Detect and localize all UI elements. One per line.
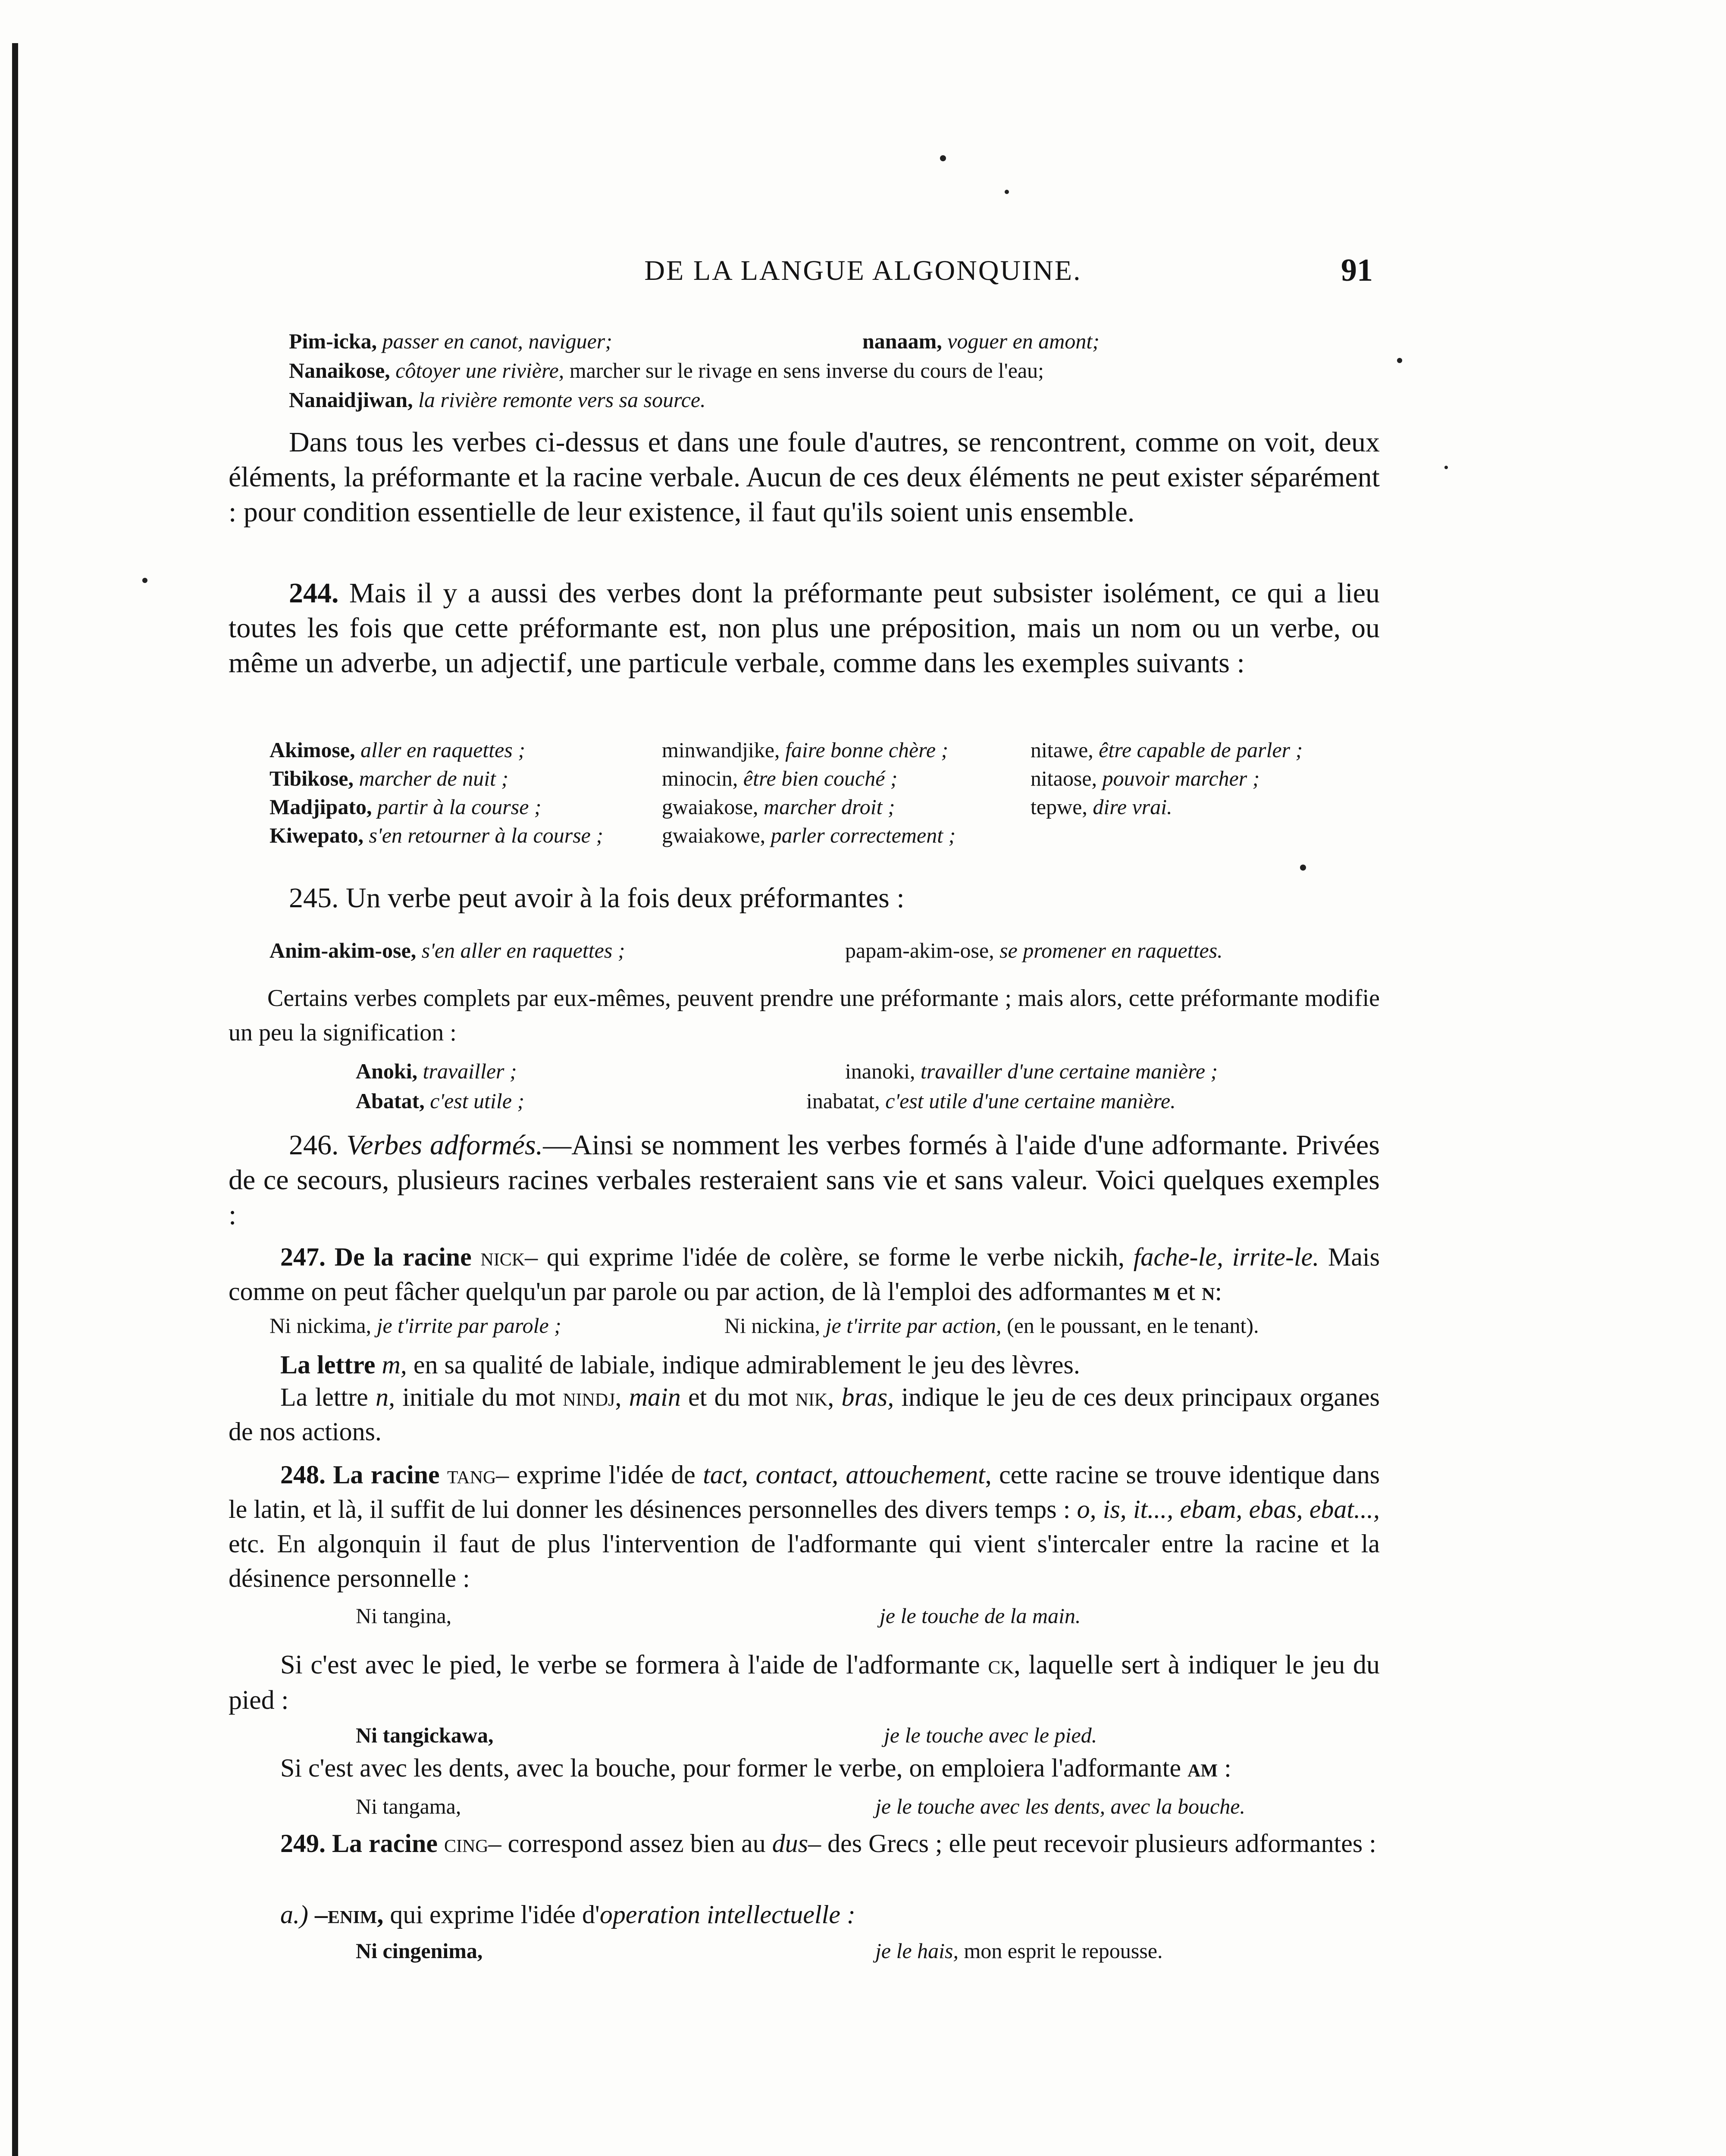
example-entry: inabatat, c'est utile d'une certaine manière. [806, 1089, 1176, 1113]
print-speck [142, 578, 147, 583]
section-249-a: a.) –enim, qui exprime l'idée d'operation intellectuelle : [280, 1900, 855, 1929]
page-number: 91 [1341, 253, 1373, 288]
example-entry: papam-akim-ose, se promener en raquettes. [845, 938, 1223, 962]
section-245: 245. Un verbe peut avoir à la fois deux préformantes : [289, 882, 905, 914]
example-entry: je le touche avec les dents, avec la bouche. [875, 1794, 1245, 1818]
print-speck [940, 155, 946, 161]
example-entry: Abatat, c'est utile ; [356, 1089, 525, 1113]
section-246: 246. Verbes adformés.—Ainsi se nomment les verbes formés à l'aide d'une adformante. Privées de ce secours, plusieurs racines verbales resteraient sans vie et sans valeur. Voici quelques exemples : [229, 1129, 1380, 1231]
example-entry: Ni nickina, je t'irrite par action, (en le poussant, en le tenant). [724, 1313, 1259, 1338]
paragraph-lettre-m: La lettre m, en sa qualité de labiale, indique admirablement le jeu des lèvres. [280, 1351, 1080, 1379]
example-entry: Ni tangickawa, [356, 1723, 494, 1747]
running-header: DE LA LANGUE ALGONQUINE. [644, 255, 1082, 286]
example-entry: gwaiakowe, parler correctement ; [662, 823, 956, 847]
example-entry: Nanaidjiwan, la rivière remonte vers sa source. [289, 388, 706, 412]
example-entry: Anim-akim-ose, s'en aller en raquettes ; [269, 938, 625, 962]
example-entry: nitaose, pouvoir marcher ; [1031, 766, 1260, 790]
section-244: 244. Mais il y a aussi des verbes dont la préformante peut subsister isolément, ce qui a lieu toutes les fois que cette préformante est, non plus une préposition, mais un nom ou un verbe, ou même un adverbe, un adjectif, une particule verbale, comme dans les exemples suivants : [229, 577, 1380, 679]
example-entry: Anoki, travailler ; [356, 1059, 517, 1083]
example-entry: Madjipato, partir à la course ; [269, 795, 542, 819]
example-entry: nanaam, voguer en amont; [862, 329, 1100, 353]
example-entry: Ni tangina, [356, 1604, 452, 1628]
paragraph-dents: Si c'est avec les dents, avec la bouche, pour former le verbe, on emploiera l'adformante am : [280, 1754, 1231, 1782]
print-speck [1005, 190, 1009, 194]
print-speck [1300, 865, 1306, 871]
example-entry: je le touche de la main. [880, 1604, 1081, 1628]
paragraph-certains: Certains verbes complets par eux-mêmes, peuvent prendre une préformante ; mais alors, cette préformante modifie un peu la signification : [229, 985, 1380, 1046]
example-entry: Tibikose, marcher de nuit ; [269, 766, 509, 790]
example-entry: Pim-icka, passer en canot, naviguer; [289, 329, 612, 353]
example-entry: inanoki, travailler d'une certaine manière ; [845, 1059, 1218, 1083]
example-entry: je le touche avec le pied. [884, 1723, 1097, 1747]
example-entry: nitawe, être capable de parler ; [1031, 738, 1303, 762]
section-248: 248. La racine tang– exprime l'idée de tact, contact, attouchement, cette racine se trouve identique dans le latin, et là, il suffit de lui donner les désinences personnelles des divers temps : o, is, it..., ebam, ebas, ebat..., etc. En algonquin il faut de plus l'intervention de l'adformante qui vient s'intercaler entre la racine et la désinence personnelle : [229, 1460, 1380, 1592]
example-entry: Kiwepato, s'en retourner à la course ; [269, 823, 604, 847]
paragraph-lettre-n: La lettre n, initiale du mot nindj, main et du mot nik, bras, indique le jeu de ces deux principaux organes de nos actions. [229, 1383, 1380, 1446]
example-entry: tepwe, dire vrai. [1031, 795, 1172, 819]
example-entry: gwaiakose, marcher droit ; [662, 795, 895, 819]
example-entry: Ni nickima, je t'irrite par parole ; [269, 1313, 561, 1338]
example-entry: Ni tangama, [356, 1794, 461, 1818]
example-entry: Ni cingenima, [356, 1939, 483, 1963]
print-speck [1397, 358, 1402, 363]
example-entry: minwandjike, faire bonne chère ; [662, 738, 949, 762]
paragraph-pied: Si c'est avec le pied, le verbe se formera à l'aide de l'adformante ck, laquelle sert à indiquer le jeu du pied : [229, 1650, 1380, 1715]
example-entry: je le hais, mon esprit le repousse. [875, 1939, 1163, 1963]
section-247: 247. De la racine nick– qui exprime l'idée de colère, se forme le verbe nickih, fache-le, irrite-le. Mais comme on peut fâcher quelqu'un par parole ou par action, de là l'emploi des adformantes m et n: [229, 1243, 1380, 1306]
print-speck [1444, 466, 1448, 469]
example-entry: Akimose, aller en raquettes ; [269, 738, 525, 762]
example-entry: minocin, être bien couché ; [662, 766, 898, 790]
section-249: 249. La racine cing– correspond assez bien au dus– des Grecs ; elle peut recevoir plusieurs adformantes : [280, 1829, 1376, 1858]
example-entry: Nanaikose, côtoyer une rivière, marcher sur le rivage en sens inverse du cours de l'eau; [289, 358, 1044, 382]
binding-edge [12, 43, 18, 2156]
paragraph-intro: Dans tous les verbes ci-dessus et dans une foule d'autres, se rencontrent, comme on voit, deux éléments, la préformante et la racine verbale. Aucun de ces deux éléments ne peut exister séparément : pour condition essentielle de leur existence, il faut qu'ils soient unis ensemble. [229, 426, 1380, 528]
